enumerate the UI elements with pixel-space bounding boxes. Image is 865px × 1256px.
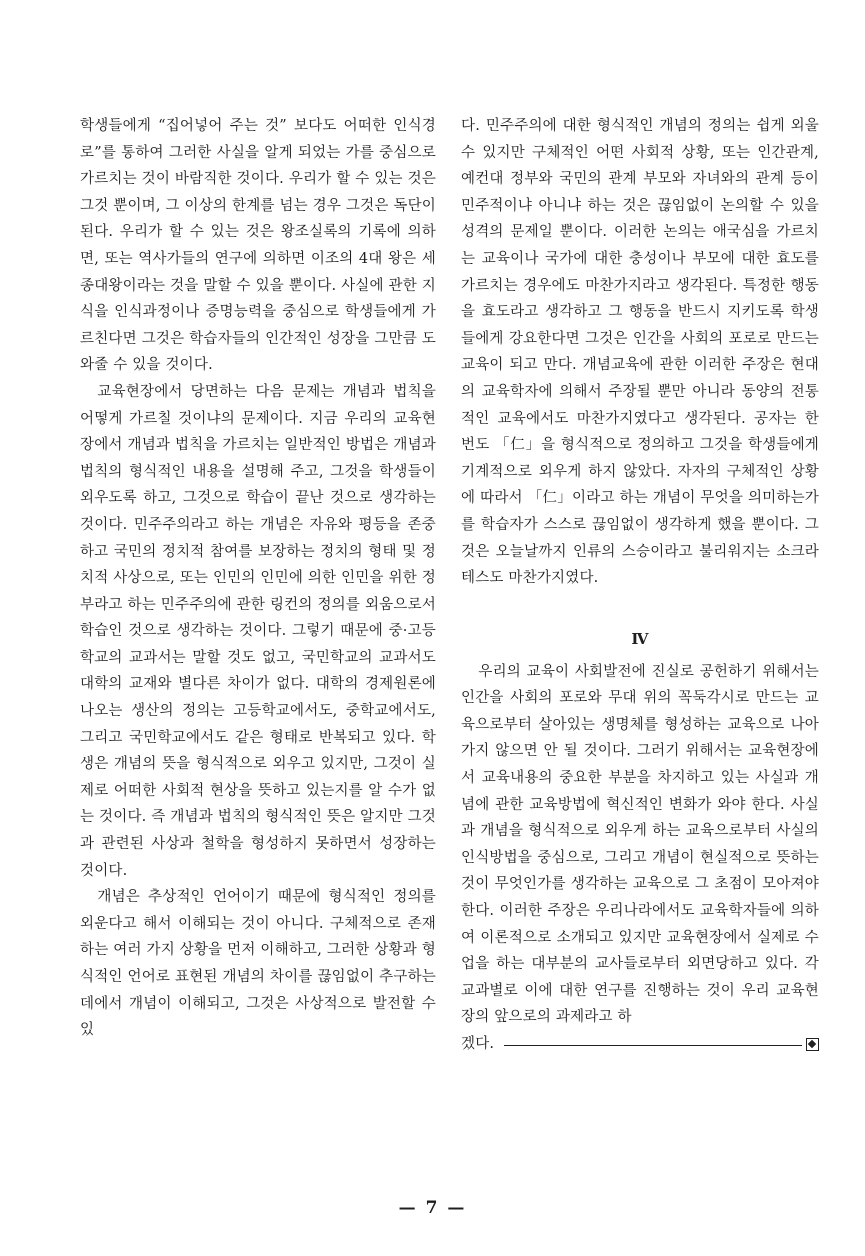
closing-text: 겠다. [461, 1036, 495, 1052]
section-heading: Ⅳ [631, 629, 649, 648]
page-number: — 7 — [398, 1198, 467, 1218]
paragraph-left-3: 개념은 추상적인 언어이기 때문에 형식적인 정의를 외운다고 해서 이해되는 것이 아니다. 구체적으로 존재하는 여러 가지 상황을 먼저 이해하고, 그러한 상황과 형식적인 언어로 표현된 개념의 차이를 끊임없이 추구하는 데에서 개념이 이해되고, 그것은 사상적으로 발전할 수 있 [80, 889, 436, 1039]
end-mark-icon [806, 1038, 819, 1051]
paragraph-right-1: 다. 민주주의에 대한 형식적인 개념의 정의는 쉽게 외울 수 있지만 구체적인 어떤 사회적 상황, 또는 인간관계, 예컨대 정부와 국민의 관계 부모와 자녀와의 관계 등이 민주적이냐 아니냐 하는 것은 끊임없이 논의할 수 있을 성격의 문제일 뿐이다. 이러한 논의는 애국심을 가르치는 교육이나 국가에 대한 충성이나 부모에 대한 효도를 가르치는 경우에도 마찬가지라고 생각된다. 특정한 행동을 효도라고 생각하고 그 행동을 반드시 지키도록 학생들에게 강요한다면 그것은 인간을 사회의 포로로 만드는 교육이 되고 만다. 개념교육에 관한 이러한 주장은 현대의 교육학자에 의해서 주장될 뿐만 아니라 동양의 전통적인 교육에서도 마찬가지였다고 생각된다. 공자는 한 번도 「仁」을 형식적으로 정의하고 그것을 학생들에게 기계적으로 외우게 하지 않았다. 자자의 구체적인 상황에 따라서 「仁」이라고 하는 개념이 무엇을 의미하는가를 학습자가 스스로 끊임없이 생각하게 했을 뿐이다. 그것은 오늘날까지 인류의 스승이라고 불리워지는 소크라테스도 마찬가지였다. [461, 118, 819, 587]
closing-rule [504, 1045, 802, 1046]
paragraph-left-1: 학생들에게 “집어넣어 주는 것” 보다도 어떠한 인식경로”를 통하여 그러한 사실을 알게 되었는 가를 중심으로 가르치는 것이 바람직한 것이다. 우리가 할 수 있는 것은 그것 뿐이며, 그 이상의 한계를 넘는 경우 그것은 독단이 된다. 우리가 할 수 있는 것은 왕조실록의 기록에 의하면, 또는 역사가들의 연구에 의하면 이조의 4대 왕은 세종대왕이라는 것을 말할 수 있을 뿐이다. 사실에 관한 지식을 인식과정이나 증명능력을 중심으로 학생들에게 가르친다면 그것은 학습자들의 인간적인 성장을 그만큼 도와줄 수 있을 것이다. [80, 118, 436, 374]
closing-line [461, 1031, 819, 1058]
left-column [80, 113, 436, 1044]
paragraph-right-2: 우리의 교육이 사회발전에 진실로 공헌하기 위해서는 인간을 사회의 포로와 무대 위의 꼭둑각시로 만드는 교육으로부터 살아있는 생명체를 형성하는 교육으로 나아가지 않으면 안 될 것이다. 그러기 위해서는 교육현장에서 교육내용의 중요한 부분을 차지하고 있는 사실과 개념에 관한 교육방법에 혁신적인 변화가 와야 한다. 사실과 개념을 형식적으로 외우게 하는 교육으로부터 사실의 인식방법을 중심으로, 그리고 개념이 현실적으로 뜻하는 것이 무엇인가를 생각하는 교육으로 그 초점이 모아져야 한다. 이러한 주장은 우리나라에서도 교육학자들에 의하여 이론적으로 소개되고 있지만 교육현장에서 실제로 수업을 하는 대부분의 교사들로부터 외면당하고 있다. 각 교과별로 이에 대한 연구를 진행하는 것이 우리 교육현장의 앞으로의 과제라고 하 [461, 663, 819, 1026]
right-column [461, 113, 819, 1058]
paragraph-left-2: 교육현장에서 당면하는 다음 문제는 개념과 법칙을 어떻게 가르칠 것이냐의 문제이다. 지금 우리의 교육현장에서 개념과 법칙을 가르치는 일반적인 방법은 개념과 법칙의 형식적인 내용을 설명해 주고, 그것을 학생들이 외우도록 하고, 그것으로 학습이 끝난 것으로 생각하는 것이다. 민주주의라고 하는 개념은 자유와 평등을 존중하고 국민의 정치적 참여를 보장하는 정치의 형태 및 정치적 사상으로, 또는 인민의 인민에 의한 인민을 위한 정부라고 하는 민주주의에 관한 링컨의 정의를 외움으로서 학습인 것으로 생각하는 것이다. 그렇기 때문에 중·고등학교의 교과서는 말할 것도 없고, 국민학교의 교과서도 대학의 교재와 별다른 차이가 없다. 대학의 경제원론에 나오는 생산의 정의는 고등학교에서도, 중학교에서도, 그리고 국민학교에서도 같은 형태로 반복되고 있다. 학생은 개념의 뜻을 형식적으로 외우고 있지만, 그것이 실제로 어떠한 사회적 현상을 뜻하고 있는지를 알 수가 없는 것이다. 즉 개념과 법칙의 형식적인 뜻은 알지만 그것과 관련된 사상과 철학을 형성하지 못하면서 성장하는 것이다. [80, 383, 436, 879]
